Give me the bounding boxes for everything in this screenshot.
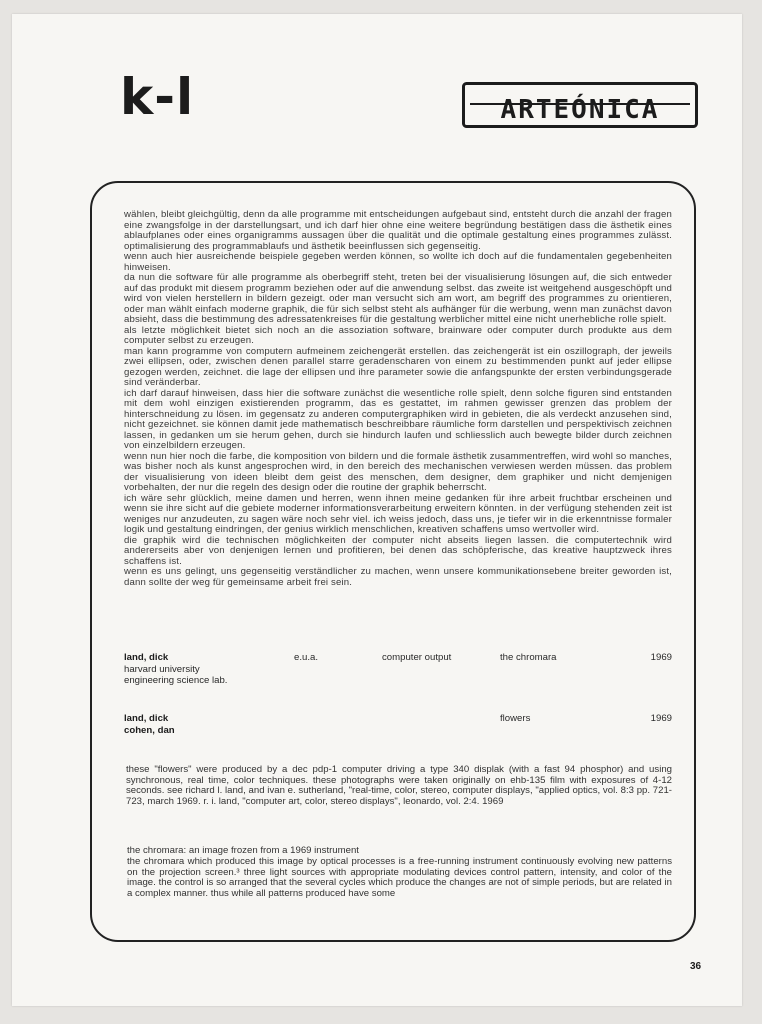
entry-title: flowers [500, 713, 531, 724]
essay-text [124, 210, 672, 588]
catalog-entry-flowers [124, 713, 672, 743]
section-label: k-l [120, 68, 195, 126]
artist-name: land, dick [124, 713, 169, 724]
entry-title: the chromara [500, 652, 557, 663]
arteonica-logo [462, 82, 698, 128]
essay-paragraph: die graphik wird die technischen möglichkeiten der computer nicht abseits liegen lassen. die computertechnik wird andererseits aber von denjenigen lernen und profitieren, bei denen das schöpferische, das kreative hauptzweck ihres schaffens ist. [124, 534, 672, 567]
entry-year: 1969 [650, 652, 672, 663]
entry-names [124, 713, 175, 736]
chromara-paragraph: the chromara which produced this image by optical processes is a free-running instrument continuously evolving new patterns on the projection screen.³ three light sources with appropriate modulating devices control pattern, intensity, and color of the image. the control is so arranged that the several cycles which produce the changes are not of simple periods, but are related in a complex manner. thus while all patterns produced have some [127, 856, 672, 899]
entry-year: 1969 [650, 713, 672, 724]
essay-paragraph: wenn es uns gelingt, uns gegenseitig verständlicher zu machen, wenn unsere kommunikationsebene breiter geworden ist, dann sollte der weg für gemeinsame arbeit frei sein. [124, 566, 672, 588]
page-number: 36 [690, 961, 702, 972]
essay-paragraph: wenn auch hier ausreichende beispiele gegeben werden können, so wollte ich doch auf die fundamentalen gegebenheiten hinweisen. [124, 251, 672, 273]
flowers-paragraph: these "flowers" were produced by a dec pdp-1 computer driving a type 340 displak (with a fast 94 phosphor) and using synchronous, real time, color techniques. these photographs were taken originally on ehb-135 film with exposures of 4-12 seconds. see richard l. land, and ivan e. sutherland, "real-time, color, stereo, computer displays, "applied optics, vol. 8:3 pp. 721-723, march 1969. r. i. land, "computer art, color, stereo displays", leonardo, vol. 2:4. 1969 [126, 764, 672, 807]
chromara-description [127, 857, 672, 899]
affiliation: harvard university [124, 663, 200, 675]
logo-lettering: ARTEÓNICA [500, 95, 660, 125]
essay-paragraph: wenn nun hier noch die farbe, die komposition von bildern und die formale ästhetik zusammentreffen, wird wohl so manches, was bisher noch als kunst angesprochen wird, in den bereich des mechanischen verwiesen werden müssen. das problem der visualisierung von ideen bleibt dem geist des menschen, dem designer, dem graphiker und nicht demjenigen vorbehalten, der nur die regeln des design oder die routine der graphik beherrscht. [124, 450, 672, 493]
artist-name: cohen, dan [124, 724, 175, 736]
catalog-entry-chromara [124, 652, 672, 692]
chromara-caption: the chromara: an image frozen from a 1969 instrument [127, 845, 359, 856]
artist-name: land, dick [124, 652, 169, 663]
essay-paragraph: ich wäre sehr glücklich, meine damen und herren, wenn ihnen meine gedanken für ihre arbeit fruchtbar erscheinen und wenn sie ihre sicht auf die gebiete moderner informationsverarbeitung erweitern könnten. in der verfügung stehenden zeit ist weniges nur anzudeuten, zu sagen wäre noch sehr viel. ich weiss jedoch, dass uns, je tiefer wir in die erkenntnisse formaler logik und gestaltung eindringen, der genius wirklich menschlichen, kreativen schaffens umso wertvoller wird. [124, 492, 672, 535]
essay-paragraph: wählen, bleibt gleichgültig, denn da alle programme mit entscheidungen aufgebaut sind, entsteht durch die anzahl der fragen eine zwangsfolge in der darstellungsart, und ich darf hier ohne eine weitere begründung bestätigen dass die ästhetik eines ablaufplanes oder eines organigramms aussagen über die qualität und die optimale gestaltung eines programmes zulässt. optimalisierung des programmablaufs und ästhetik beeinflussen sich gegenseitig. [124, 209, 672, 252]
entry-names [124, 652, 227, 687]
essay-paragraph: als letzte möglichkeit bietet sich noch an die assoziation software, brainware oder computer durch produkte aus dem computer selbst zu erzeugen. [124, 324, 672, 346]
entry-category: computer output [382, 652, 452, 663]
affiliation: engineering science lab. [124, 675, 228, 686]
essay-paragraph: ich darf darauf hinweisen, dass hier die software zunächst die wesentliche rolle spielt, denn solche figuren sind entstanden mit dem wohl einzigen existierenden programm, das es gestattet, im rahmen gewisser grenzen das problem der hinterschneidung zu lösen. im gegensatz zu anderen computergraphiken wird in gebieten, die als verdeckt anzusehen sind, nicht gezeichnet. sie können damit jede mathematisch beschreibbare räumliche form darstellen und perspektivisch zeichnen lassen, in gedanken um sie herum gehen, durch sie hindurch laufen und schliesslich auch bewegte bilder durch zeichnen von einzelbildern erzeugen. [124, 387, 672, 451]
entry-country: e.u.a. [294, 652, 319, 663]
essay-paragraph: da nun die software für alle programme als oberbegriff steht, treten bei der visualisierung lösungen auf, die sich entweder auf das produkt mit diesem programm beziehen oder auf die anwendung selbst. das zweite ist weitgehend ausgeschöpft und wird von vielen herstellern in bildern gezeigt. oder man versucht sich am wort, am begriff des programmes zu orientieren, oder man wählt einfach moderne graphik, die für sich selbst steht als aufhänger für die werbung, wenn man zunächst davon absieht, dass die bestimmung des adressatenkreises für die gestaltung werblicher mittel eine nicht unerhebliche rolle spielt. [124, 272, 672, 325]
essay-paragraph: man kann programme von computern aufmeinem zeichengerät erstellen. das zeichengerät ist ein oszillograph, der jeweils zwei ellipsen, oder, zwischen denen parallel starre geradenscharen von einem zu bestimmenden punkt auf jeder ellipse gezogen werden, zeichnet. die lage der ellipsen und ihre parameter sowie die anfangspunkte der ersten verbindungsgerade sind veränderbar. [124, 345, 672, 388]
flowers-description [126, 765, 672, 807]
